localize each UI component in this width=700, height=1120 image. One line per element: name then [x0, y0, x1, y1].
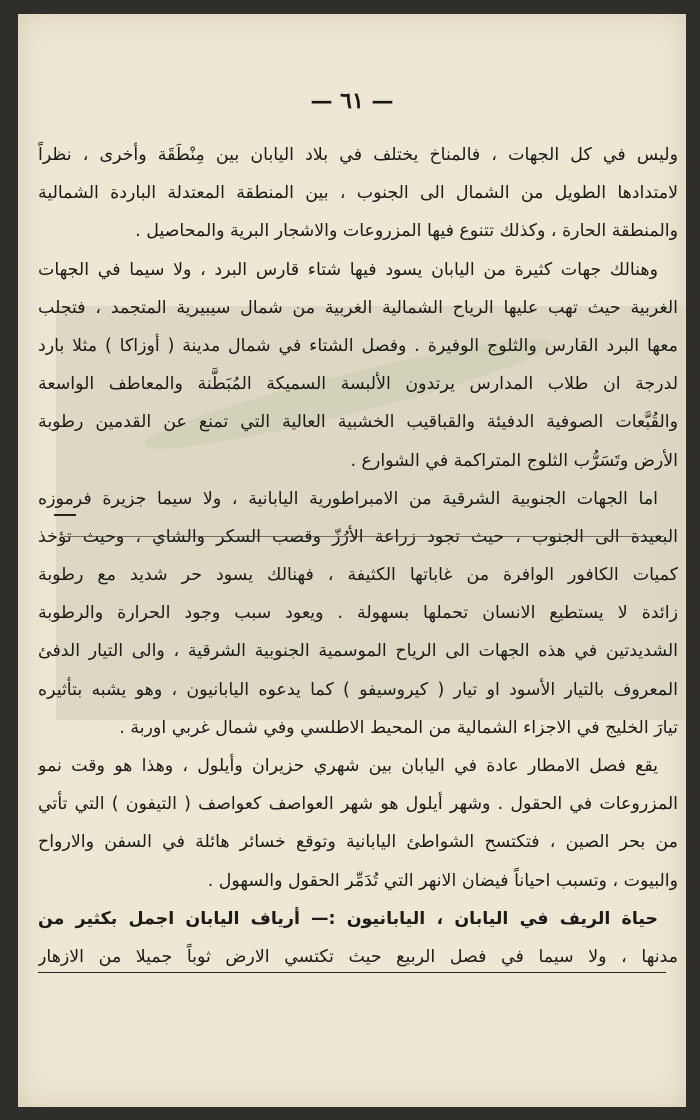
text-line: حياة الريف في اليابان ، اليابانيون :— أرياف اليابان اجمل بكثير من	[38, 908, 658, 929]
text-line: تيارَ الخليج في الاجزاء الشمالية من المحيط الاطلسي وفي شمال غربي اوربة .	[119, 717, 678, 738]
heading-rule	[38, 972, 666, 973]
text-line: لدرجة ان طلاب المدارس يرتدون الألبسة السميكة المُبَطَّنة والمعاطف الواسعة	[38, 374, 678, 395]
text-line: مدنها ، ولا سيما في فصل الربيع حيث تكتسي الارض ثوباً جميلا من الازهار	[38, 946, 678, 967]
text-line: والمنطقة الحارة ، وكذلك تتنوع فيها المزروعات والاشجار البرية والمحاصيل .	[135, 221, 678, 242]
text-line: والبيوت ، وتسبب احياناً فيضان الانهر التي تُدَمِّر الحقول والسهول .	[207, 870, 678, 891]
text-line: والقُبَّعات الصوفية الدفيئة والقباقيب الخشبية العالية التي تمنع عن القدمين رطوبة	[38, 412, 678, 433]
text-line: اما الجهات الجنوبية الشرقية من الامبراطورية اليابانية ، ولا سيما جزيرة فرموزه	[38, 488, 658, 509]
body-text	[38, 136, 678, 976]
text-line: الأرض وتَسَرُّب الثلوج المتراكمة في الشوارع .	[350, 450, 678, 471]
text-line: لامتدادها الطويل من الشمال الى الجنوب ، بين المنطقة المعتدلة الباردة الشمالية	[38, 183, 678, 204]
text-line: يقع فصل الامطار عادة في اليابان بين شهري حزيران وأيلول ، وهذا هو وقت نمو	[38, 756, 658, 776]
text-line: وهنالك جهات كثيرة من اليابان يسود فيها شتاء قارس البرد ، ولا سيما في الجهات	[38, 259, 658, 280]
text-line: البعيدة الى الجنوب ، حيث تجود زراعة الأرُزّ وقصب السكر والشاي ، وحيث تؤخذ	[38, 526, 678, 547]
page-number: — ٦١ —	[310, 88, 394, 114]
shade-edge	[64, 536, 664, 537]
text-line: الغربية حيث تهب عليها الرياح الشمالية الغربية من شمال سيبيرية المتجمد ، فتجلب	[38, 297, 678, 318]
text-line: المزروعات في الحقول . وشهر أيلول هو شهر العواصف كعواصف ( التيفون ) التي تأتي	[38, 794, 678, 815]
text-line: الشديدتين في هذه الجهات الى الرياح الموسمية الجنوبية الشرقية ، والى التيار الدفئ	[38, 641, 678, 662]
text-line: زائدة لا يستطيع الانسان تحملها بسهولة . ويعود سبب وجود الحرارة والرطوبة	[38, 603, 678, 624]
text-line: وليس في كل الجهات ، فالمناخ يختلف في بلاد اليابان بين مِنْطَقَة وأخرى ، نظراً	[38, 145, 678, 165]
text-line: معها البرد القارس والثلوج الوفيرة . وفصل الشتاء في شمال مدينة ( أوزاكا ) مثلا بارد	[38, 335, 678, 356]
text-line: المعروف بالتيار الأسود او تيار ( كيروسيفو ) كما يدعوه اليابانيون ، وهو يشبه بتأثيره	[38, 679, 678, 700]
text-line: كميات الكافور الوافرة من غاباتها الكثيفة ، فهنالك يسود حر شديد مع رطوبة	[38, 565, 678, 586]
text-line: من بحر الصين ، فتكتسح الشواطئ اليابانية وتوقع خسائر هائلة في السفن والارواح	[38, 832, 678, 853]
